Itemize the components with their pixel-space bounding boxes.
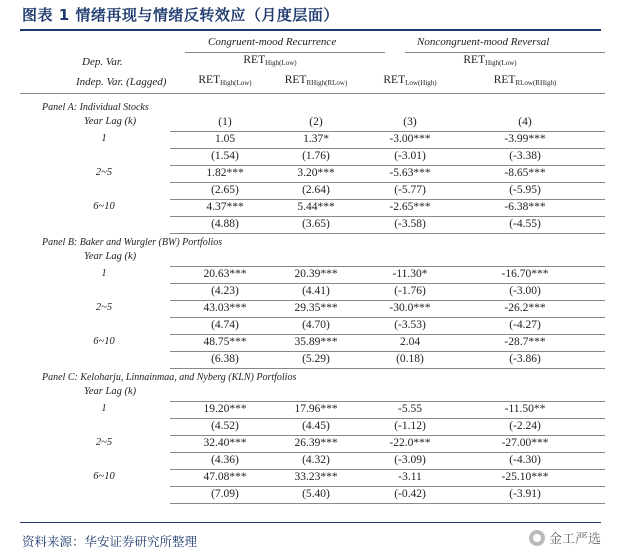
source-note: 资料来源：华安证券研究所整理 — [22, 534, 198, 549]
coefficient-cell: 4.37*** — [206, 201, 244, 213]
tstat-cell: (4.70) — [302, 319, 330, 331]
coefficient-cell: -5.55 — [398, 403, 422, 415]
tstat-cell: (-5.77) — [394, 184, 426, 196]
coefficient-cell: 3.20*** — [297, 167, 335, 179]
coefficient-cell: -16.70*** — [501, 268, 549, 280]
coefficient-cell: -11.50** — [504, 403, 546, 415]
column-number: (4) — [518, 116, 532, 128]
tstat-cell: (-3.58) — [394, 218, 426, 230]
coefficient-cell: 1.37* — [303, 133, 329, 145]
coefficient-cell: -26.2*** — [504, 302, 546, 314]
coefficient-cell: 1.82*** — [206, 167, 244, 179]
coefficient-cell: -3.11 — [398, 471, 422, 483]
column-number: (3) — [403, 116, 417, 128]
ret-base: RET — [284, 74, 307, 86]
coefficient-cell: 2.04 — [399, 336, 421, 348]
group-underline-1 — [185, 52, 385, 53]
coefficient-cell: 35.89*** — [294, 336, 338, 348]
group-underline-2 — [405, 52, 605, 53]
ret-base: RET — [463, 54, 486, 66]
coefficient-cell: 20.63*** — [203, 268, 247, 280]
lag-value: 6~10 — [93, 336, 115, 347]
lag-value: 6~10 — [93, 201, 115, 212]
coefficient-cell: -6.38*** — [504, 201, 546, 213]
coefficient-cell: 19.20*** — [203, 403, 247, 415]
indep-ret-col-3 — [383, 74, 436, 87]
indep-ret-col-4 — [494, 74, 557, 87]
coefficient-cell: -28.7*** — [504, 336, 546, 348]
row-rule — [170, 486, 605, 487]
ret-base: RET — [243, 54, 266, 66]
row-rule — [170, 233, 605, 234]
row-rule — [170, 368, 605, 369]
bottom-rule — [20, 522, 601, 523]
row-rule — [170, 148, 605, 149]
indep-var-label: Indep. Var. (Lagged) — [76, 76, 167, 88]
year-lag-label: Year Lag (k) — [84, 386, 137, 397]
lag-value: 6~10 — [93, 471, 115, 482]
tstat-cell: (-2.24) — [509, 420, 541, 432]
dep-ret-1 — [243, 54, 296, 67]
tstat-cell: (-3.86) — [509, 353, 541, 365]
tstat-cell: (1.76) — [302, 150, 330, 162]
row-rule — [170, 418, 605, 419]
tstat-cell: (-4.55) — [509, 218, 541, 230]
lag-value: 2~5 — [95, 302, 113, 313]
tstat-cell: (-1.12) — [394, 420, 426, 432]
coefficient-cell: -2.65*** — [389, 201, 431, 213]
coefficient-cell: 26.39*** — [294, 437, 338, 449]
row-rule — [170, 165, 605, 166]
coefficient-cell: -3.99*** — [504, 133, 546, 145]
coefficient-cell: -5.63*** — [389, 167, 431, 179]
coefficient-cell: 32.40*** — [203, 437, 247, 449]
row-rule — [170, 334, 605, 335]
tstat-cell: (2.65) — [211, 184, 239, 196]
row-rule — [170, 182, 605, 183]
coefficient-cell: 17.96*** — [294, 403, 338, 415]
tstat-cell: (4.23) — [211, 285, 239, 297]
ret-subscript: RLow(RHigh) — [515, 79, 557, 87]
tstat-cell: (-3.09) — [394, 454, 426, 466]
lag-value: 1 — [101, 268, 107, 279]
lag-value: 1 — [101, 403, 107, 414]
ret-base: RET — [493, 74, 516, 86]
row-rule — [170, 452, 605, 453]
row-rule — [170, 351, 605, 352]
coefficient-cell: -22.0*** — [389, 437, 431, 449]
column-number: (2) — [309, 116, 323, 128]
year-lag-label: Year Lag (k) — [84, 116, 137, 127]
year-lag-label: Year Lag (k) — [84, 251, 137, 262]
panel-label: Panel B: Baker and Wurgler (BW) Portfolios — [42, 237, 223, 248]
tstat-cell: (-3.01) — [394, 150, 426, 162]
header-rule — [20, 93, 605, 94]
row-rule — [170, 131, 605, 132]
coefficient-cell: 48.75*** — [203, 336, 247, 348]
ret-subscript: High(Low) — [265, 59, 297, 67]
coefficient-cell: 20.39*** — [294, 268, 338, 280]
panel-label: Panel A: Individual Stocks — [42, 102, 149, 113]
tstat-cell: (4.52) — [211, 420, 239, 432]
tstat-cell: (4.88) — [211, 218, 239, 230]
ret-subscript: High(Low) — [220, 79, 252, 87]
coefficient-cell: 5.44*** — [297, 201, 335, 213]
coefficient-cell: 43.03*** — [203, 302, 247, 314]
wechat-logo-icon — [529, 530, 545, 546]
group-header-noncongruent: Noncongruent-mood Reversal — [417, 36, 550, 48]
row-rule — [170, 317, 605, 318]
coefficient-cell: 33.23*** — [294, 471, 338, 483]
tstat-cell: (5.40) — [302, 488, 330, 500]
tstat-cell: (-1.76) — [394, 285, 426, 297]
panel-label: Panel C: Keloharju, Linnainmaa, and Nyberg (KLN) Portfolios — [42, 372, 297, 383]
coefficient-cell: -30.0*** — [389, 302, 431, 314]
ret-subscript: High(Low) — [485, 59, 517, 67]
figure-title: 图表 1 情绪再现与情绪反转效应（月度层面） — [22, 6, 339, 24]
tstat-cell: (0.18) — [396, 353, 424, 365]
row-rule — [170, 216, 605, 217]
watermark — [529, 528, 601, 547]
tstat-cell: (-3.53) — [394, 319, 426, 331]
ret-base: RET — [198, 74, 221, 86]
tstat-cell: (3.65) — [302, 218, 330, 230]
coefficient-cell: -11.30* — [392, 268, 428, 280]
row-rule — [170, 283, 605, 284]
tstat-cell: (-4.30) — [509, 454, 541, 466]
tstat-cell: (1.54) — [211, 150, 239, 162]
coefficient-cell: 1.05 — [214, 133, 236, 145]
tstat-cell: (-0.42) — [394, 488, 426, 500]
row-rule — [170, 199, 605, 200]
tstat-cell: (2.64) — [302, 184, 330, 196]
dep-var-label: Dep. Var. — [82, 56, 123, 68]
tstat-cell: (-5.95) — [509, 184, 541, 196]
coefficient-cell: -25.10*** — [501, 471, 549, 483]
tstat-cell: (4.41) — [302, 285, 330, 297]
ret-subscript: RHigh(RLow) — [306, 79, 348, 87]
tstat-cell: (5.29) — [302, 353, 330, 365]
row-rule — [170, 266, 605, 267]
coefficient-cell: -27.00*** — [501, 437, 549, 449]
lag-value: 1 — [101, 133, 107, 144]
indep-ret-col-1 — [198, 74, 251, 87]
tstat-cell: (4.36) — [211, 454, 239, 466]
lag-value: 2~5 — [95, 437, 113, 448]
tstat-cell: (4.45) — [302, 420, 330, 432]
row-rule — [170, 401, 605, 402]
lag-value: 2~5 — [95, 167, 113, 178]
row-rule — [170, 469, 605, 470]
coefficient-cell: -3.00*** — [389, 133, 431, 145]
tstat-cell: (7.09) — [211, 488, 239, 500]
ret-base: RET — [383, 74, 406, 86]
tstat-cell: (-3.00) — [509, 285, 541, 297]
tstat-cell: (-3.38) — [509, 150, 541, 162]
row-rule — [170, 300, 605, 301]
column-number: (1) — [218, 116, 232, 128]
row-rule — [170, 503, 605, 504]
coefficient-cell: 29.35*** — [294, 302, 338, 314]
group-header-congruent: Congruent-mood Recurrence — [208, 36, 337, 48]
tstat-cell: (4.32) — [302, 454, 330, 466]
tstat-cell: (6.38) — [211, 353, 239, 365]
dep-ret-2 — [463, 54, 516, 67]
row-rule — [170, 435, 605, 436]
indep-ret-col-2 — [285, 74, 348, 87]
watermark-text: 金工严选 — [548, 532, 601, 547]
tstat-cell: (-3.91) — [509, 488, 541, 500]
tstat-cell: (4.74) — [211, 319, 239, 331]
tstat-cell: (-4.27) — [509, 319, 541, 331]
ret-subscript: Low(High) — [405, 79, 437, 87]
top-rule — [20, 29, 601, 31]
coefficient-cell: 47.08*** — [203, 471, 247, 483]
coefficient-cell: -8.65*** — [504, 167, 546, 179]
